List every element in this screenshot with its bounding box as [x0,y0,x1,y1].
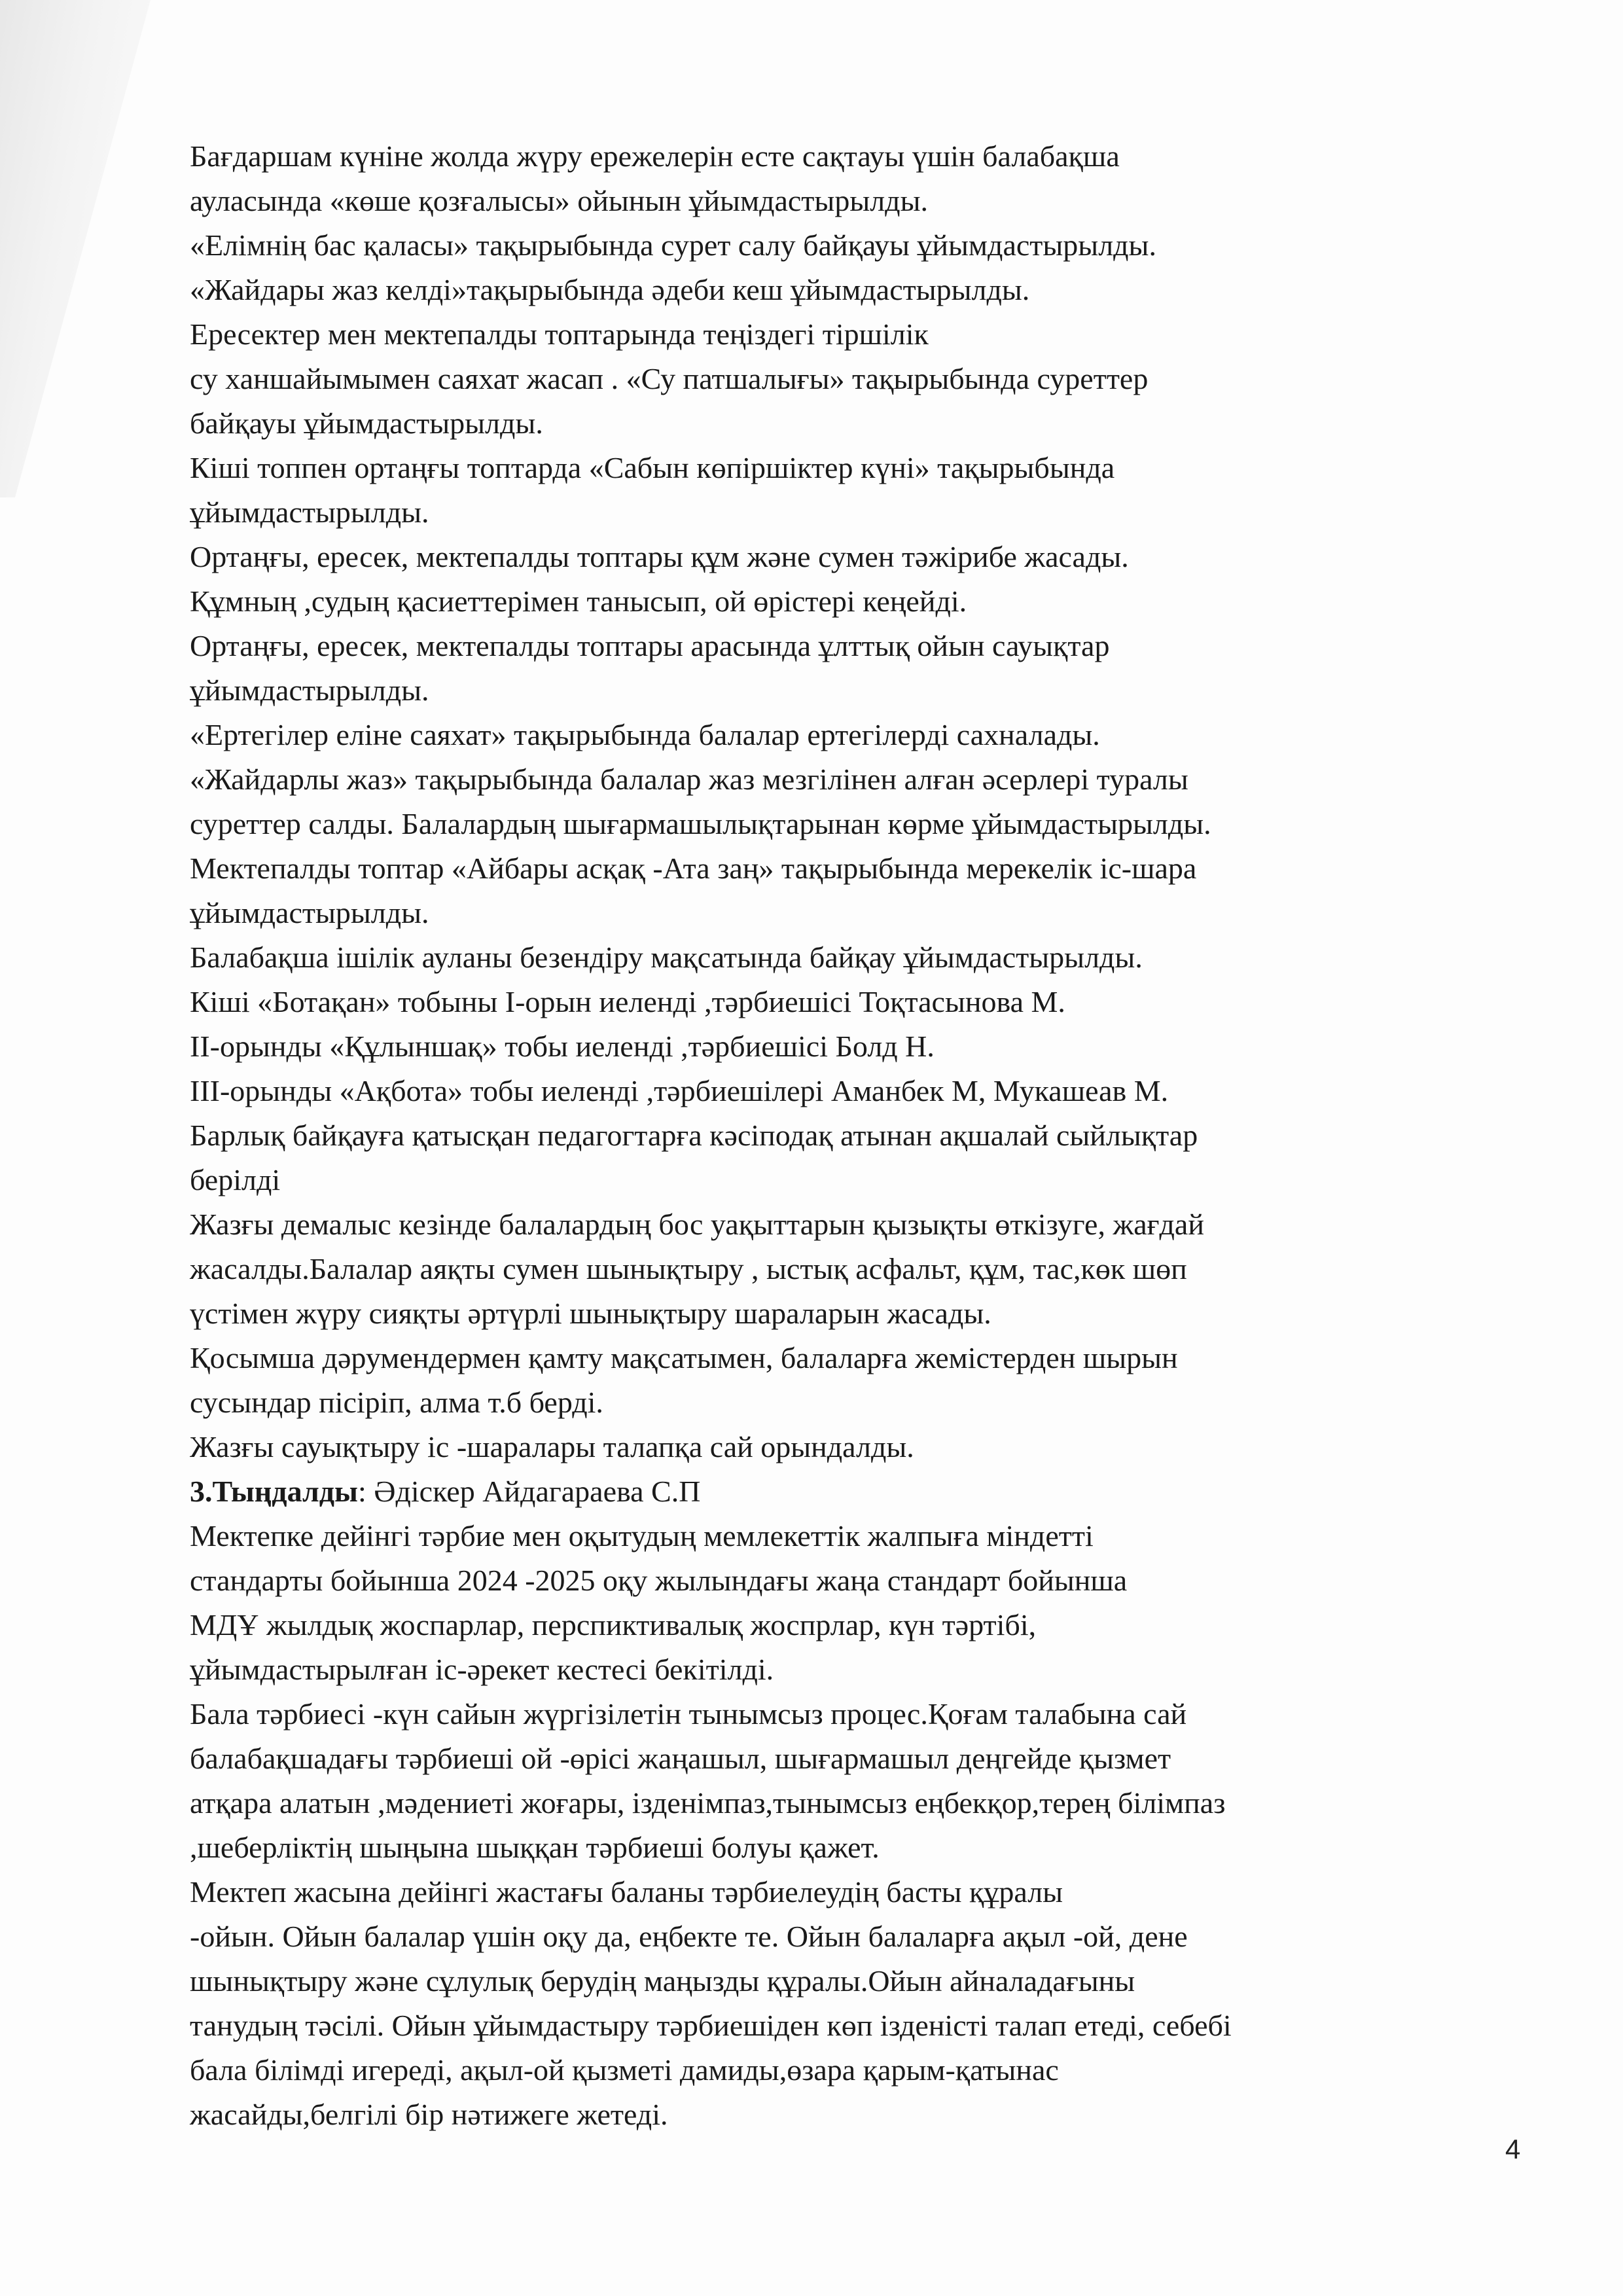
text-line: «Жайдары жаз келді»тақырыбында әдеби кеш ұйымдастырылды. [190,273,1030,306]
section-heading-speaker: : Әдіскер Айдагараева С.П [357,1475,701,1508]
text-line: Мектеп жасына дейінгі жастағы баланы тәрбиелеудің басты құралы [190,1875,1063,1909]
text-line: Қосымша дәрумендермен қамту мақсатымен, балаларға жемістерден шырын [190,1341,1178,1374]
text-line: ұйымдастырылды. [190,495,429,529]
text-line: Мектепалды топтар «Айбары асқақ -Ата заң» тақырыбында мерекелік іс-шара [190,852,1197,885]
section-heading [190,1469,1551,1514]
text-line: ІІІ-орынды «Ақбота» тобы иеленді ,тәрбиешілері Аманбек М, Мукашеав М. [190,1074,1169,1107]
text-line: Жазғы демалыс кезінде балалардың бос уақыттарын қызықты өткізуге, жағдай [190,1208,1204,1241]
section-heading-label: 3.Тыңдалды [190,1475,358,1508]
text-line: Барлық байқауға қатысқан педагогтарға кәсіподақ атынан ақшалай сыйлықтар [190,1119,1198,1152]
text-line: «Ертегілер еліне саяхат» тақырыбында балалар ертегілерді сахналады. [190,718,1100,751]
text-line: Жазғы сауықтыру іс -шаралары талапқа сай орындалды. [190,1430,914,1463]
text-line: Кіші «Ботақан» тобыны І-орын иеленді ,тәрбиешісі Тоқтасынова М. [190,985,1065,1018]
text-line: -ойын. Ойын балалар үшін оқу да, еңбекте те. Ойын балаларға ақыл -ой, дене [190,1920,1188,1953]
text-line: Бағдаршам күніне жолда жүру ережелерін есте сақтауы үшін балабақша [190,139,1120,173]
text-line: жасалды.Балалар аяқты сумен шынықтыру , ыстық асфальт, құм, тас,көк шөп [190,1252,1187,1285]
text-line: ұйымдастырылды. [190,896,429,929]
text-line: сусындар пісіріп, алма т.б берді. [190,1386,603,1419]
text-line: Кіші топпен ортаңғы топтарда «Сабын көпіршіктер күні» тақырыбында [190,451,1115,484]
text-line: бала білімді игереді, ақыл-ой қызметі дамиды,өзара қарым-қатынас [190,2053,1059,2087]
text-line: байқауы ұйымдастырылды. [190,406,543,440]
text-line: Балабақша ішілік ауланы безендіру мақсатында байқау ұйымдастырылды. [190,941,1143,974]
text-line: танудың тәсілі. Ойын ұйымдастыру тәрбиешіден көп ізденісті талап етеді, себебі [190,2009,1232,2042]
text-line: ауласында «көше қозғалысы» ойынын ұйымдастырылды. [190,184,928,217]
page-number: 4 [1505,2134,1521,2164]
text-line: «Жайдарлы жаз» тақырыбында балалар жаз мезгілінен алған әсерлері туралы [190,762,1188,796]
text-line: берілді [190,1163,281,1196]
text-line: шынықтыру және сұлулық берудің маңызды құралы.Ойын айналадағыны [190,1964,1135,1998]
text-line: балабақшадағы тәрбиеші ой -өрісі жаңашыл, шығармашыл деңгейде қызмет [190,1742,1171,1775]
text-line: МДҰ жылдық жоспарлар, перспиктивалық жоспрлар, күн тәртібі, [190,1608,1037,1641]
body-text [190,134,1551,2137]
text-line: жасайды,белгілі бір нәтижеге жетеді. [190,2098,668,2131]
text-line: үстімен жүру сияқты әртүрлі шынықтыру шараларын жасады. [190,1297,991,1330]
text-line: суреттер салды. Балалардың шығармашылықтарынан көрме ұйымдастырылды. [190,807,1211,840]
text-line: Мектепке дейінгі тәрбие мен оқытудың мемлекеттік жалпыға міндетті [190,1519,1094,1552]
text-line: ,шеберліктің шыңына шыққан тәрбиеші болуы қажет. [190,1831,880,1864]
text-line: Құмның ,судың қасиеттерімен танысып, ой өрістері кеңейді. [190,584,967,618]
text-line: стандарты бойынша 2024 -2025 оқу жылындағы жаңа стандарт бойынша [190,1564,1128,1597]
text-line: ұйымдастырылды. [190,673,429,707]
scan-shadow [0,0,151,497]
text-line: атқара алатын ,мәдениеті жоғары, ізденімпаз,тынымсыз еңбекқор,терең білімпаз [190,1786,1226,1820]
text-line: су ханшайымымен саяхат жасап . «Су патшалығы» тақырыбында суреттер [190,362,1149,395]
text-line: ІІ-орынды «Құлыншақ» тобы иеленді ,тәрбиешісі Болд Н. [190,1030,935,1063]
text-line: Ортаңғы, ересек, мектепалды топтары арасында ұлттық ойын сауықтар [190,629,1110,662]
text-line: «Елімнің бас қаласы» тақырыбында сурет салу байқауы ұйымдастырылды. [190,228,1156,262]
text-line: Бала тәрбиесі -күн сайын жүргізілетін тынымсыз процес.Қоғам талабына сай [190,1697,1187,1731]
text-line: ұйымдастырылған іс-әрекет кестесі бекітілді. [190,1653,774,1686]
text-line: Ортаңғы, ересек, мектепалды топтары құм және сумен тәжірибе жасады. [190,540,1129,573]
text-line: Ересектер мен мектепалды топтарында теңіздегі тіршілік [190,317,929,351]
